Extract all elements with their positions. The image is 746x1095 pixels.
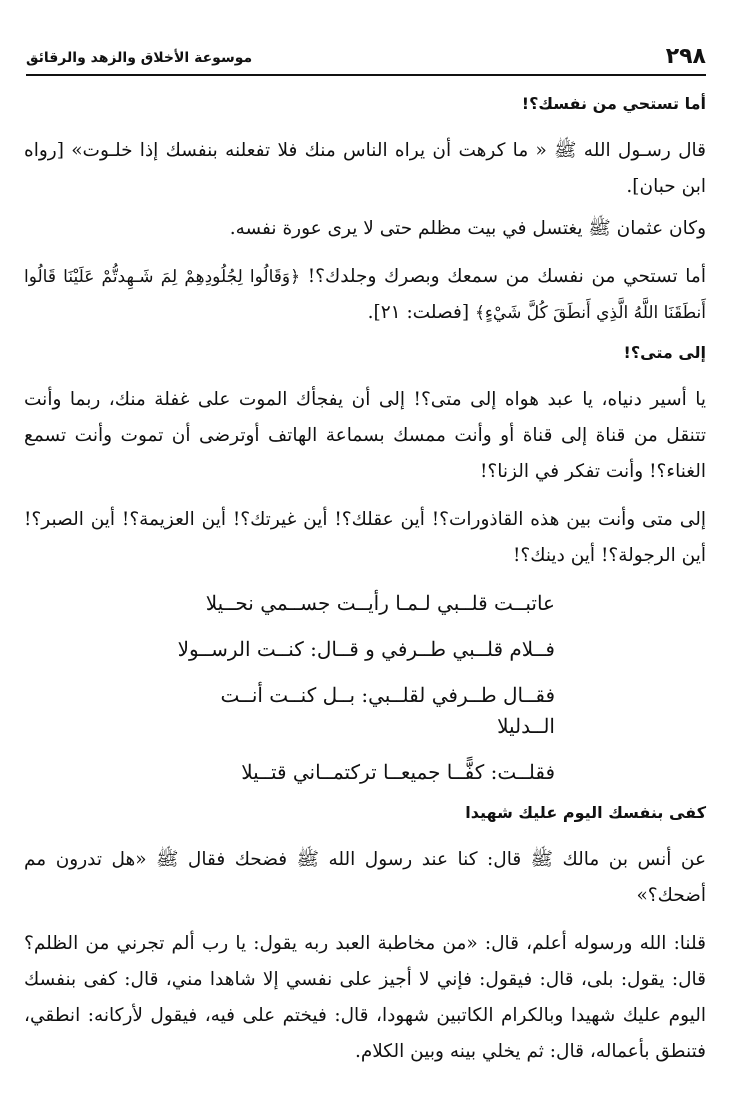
- self-shame-text: أما تستحي من نفسك من سمعك وبصرك وجلدك؟!: [307, 266, 706, 287]
- quran-verse: ﴿وَقَالُوا لِجُلُودِهِمْ لِمَ شَـهِدتُّمْ عَلَيْنَا قَالُوا أَنطَقَنَا اللَّهُ الَّذِي أَنطَقَ كُلَّ شَيْءٍ﴾: [24, 267, 706, 323]
- questions-paragraph: إلى متى وأنت بين هذه القاذورات؟! أين عقلك؟! أين غيرتك؟! أين العزيمة؟! أين الصبر؟! أين الرجولة؟! أين دينك؟!: [24, 509, 706, 566]
- section-heading-witness: كفى بنفسك اليوم عليك شهيدا: [465, 803, 706, 822]
- hadith-paragraph: [24, 133, 706, 205]
- self-shame-paragraph: [24, 259, 706, 331]
- poem-verse: فقلــت: كفًّــا جميعــا تركتمــاني قتــيلا: [241, 760, 555, 784]
- uthman-paragraph: وكان عثمان ﷺ يغتسل في بيت مظلم حتى لا يرى عورة نفسه.: [229, 218, 706, 239]
- page-content: [24, 94, 706, 1082]
- poem: [24, 586, 706, 788]
- poem-verse: عاتبــت قلــبي لـمـا رأيــت جســمي نحــيلا: [205, 591, 555, 615]
- section-heading-until-when: إلى متى؟!: [623, 343, 706, 362]
- anas-paragraph: عن أنس بن مالك ﷺ قال: كنا عند رسول الله ﷺ فضحك فقال ﷺ «هل تدرون مم أضحك؟»: [24, 849, 706, 906]
- captive-paragraph: يا أسير دنياه، يا عبد هواه إلى متى؟! إلى أن يفجأك الموت على غفلة منك، ربما وأنت تتنقل من قناة إلى قناة أو وأنت ممسك بسماعة الهاتف أوترضى أن تموت وأنت تسمع الغناء؟! وأنت تفكر في الزنا؟!: [24, 389, 706, 482]
- section-heading-shame: أما تستحي من نفسك؟!: [521, 94, 706, 113]
- quran-reference: [فصلت: ٢١].: [367, 302, 470, 323]
- hadith-text: قال رسـول الله ﷺ « ما كرهت أن يراه الناس منك فلا تفعلنه بنفسك إذا خلـوت»: [71, 140, 706, 161]
- poem-verse: فقــال طــرفي لقلــبي: بــل كنــت أنــت الــدليلا: [220, 683, 555, 738]
- dialogue-paragraph: قلنا: الله ورسوله أعلم، قال: «من مخاطبة العبد ربه يقول: يا رب ألم تجرني من الظلم؟ قال: يقول: بلى، قال: فيقول: فإني لا أجيز على نفسي إلا شاهدا مني، قال: كفى بنفسك اليوم عليك شهيدا وبالكرام الكاتبين شهودا، قال: فيختم على فيه، فيقول لأركانه: انطقي، فتنطق بأعماله، قال: ثم يخلي بينه وبين الكلام.: [24, 933, 706, 1062]
- running-header: [26, 44, 706, 76]
- page-number: ٢٩٨: [665, 44, 706, 69]
- poem-verse: فــلام قلــبي طــرفي و قــال: كنــت الرســولا: [177, 637, 555, 661]
- hadith-reference: [رواه ابن حبان].: [24, 140, 706, 197]
- book-title: موسوعة الأخلاق والزهد والرقائق: [26, 50, 253, 66]
